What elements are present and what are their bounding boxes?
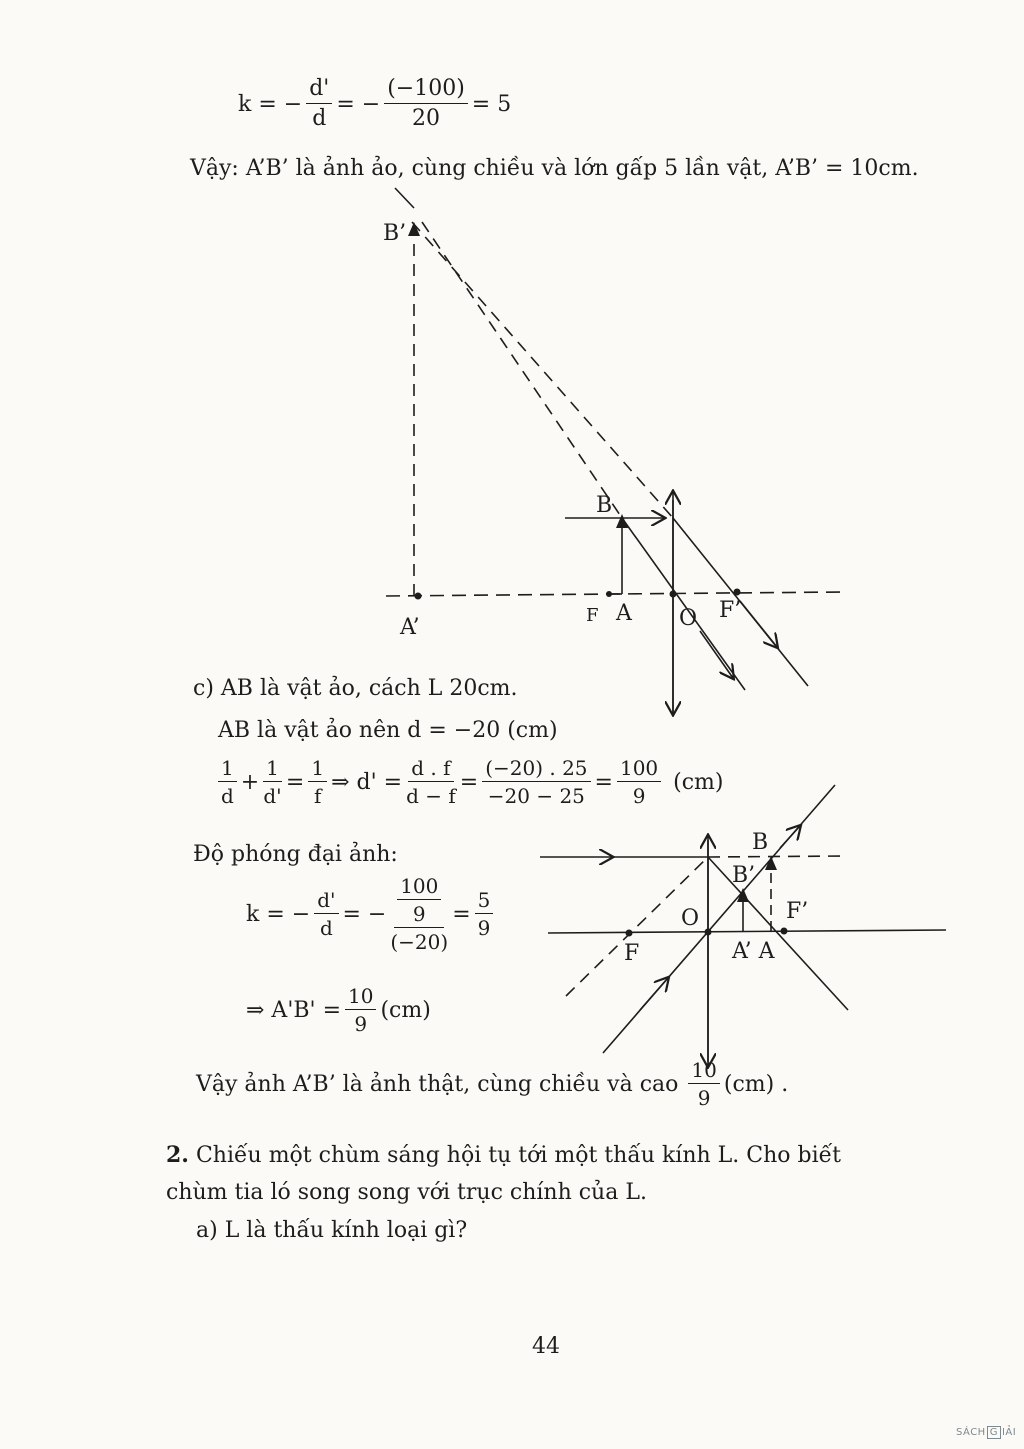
fraction-denominator: f (314, 784, 322, 808)
fraction-numerator: 100 (397, 876, 441, 900)
fraction-numerator: (−20) . 25 (482, 758, 590, 782)
fraction-denominator: d (220, 784, 234, 808)
eq-text: + (240, 769, 260, 795)
eq-text: (cm) (673, 769, 724, 795)
fraction-numerator: 10 (688, 1060, 719, 1084)
label-F-prime: F’ (719, 598, 742, 623)
fraction (475, 890, 494, 938)
problem-text: Chiếu một chùm sáng hội tụ tới một thấu kính L. Cho biết (188, 1143, 841, 1168)
fraction (314, 890, 338, 938)
inner-fraction (397, 876, 441, 924)
fraction (263, 758, 282, 806)
eq-text: = − (342, 901, 387, 927)
logo-text: SÁCH (956, 1427, 986, 1438)
fraction-numerator: 1 (308, 758, 327, 782)
fraction-denominator: 9 (632, 784, 646, 808)
label-B-2: B (752, 830, 769, 855)
label-O-2: O (681, 906, 700, 931)
eq-text: k = − (238, 91, 303, 117)
fraction-denominator: 9 (697, 1086, 711, 1110)
fraction-denominator: d' (263, 784, 282, 808)
fraction (218, 758, 237, 806)
fraction-numerator: (−100) (384, 78, 468, 104)
fraction (308, 758, 327, 806)
eq-text: = − (336, 91, 381, 117)
eq-text: (cm) . (723, 1071, 789, 1097)
label-F-2: F (624, 941, 640, 966)
eq-text: ⇒ d' = (331, 769, 403, 795)
logo-mark: G (987, 1426, 1001, 1439)
label-B-prime: B’ (383, 221, 407, 246)
fraction-denominator: d (312, 106, 327, 131)
fraction-denominator: 9 (354, 1012, 368, 1036)
equation-lens-formula (216, 758, 724, 806)
problem-2-part-a: a) L là thấu kính loại gì? (196, 1218, 468, 1243)
fraction-denominator: (−20) (390, 930, 449, 954)
fraction-numerator: d' (314, 890, 338, 914)
fraction-denominator: 9 (412, 902, 426, 926)
fraction-numerator (394, 876, 444, 928)
fraction (617, 758, 661, 806)
page-number: 44 (532, 1334, 560, 1359)
label-F-prime-2: F’ (786, 899, 809, 924)
eq-text: = (459, 769, 479, 795)
fraction-denominator: −20 − 25 (487, 784, 585, 808)
fraction-denominator: 20 (412, 106, 440, 131)
fraction (406, 758, 456, 806)
label-B: B (596, 493, 613, 518)
nested-fraction (390, 876, 448, 952)
label-A-prime: A’ (400, 615, 420, 640)
label-A: A (616, 601, 632, 626)
magnification-label: Độ phóng đại ảnh: (193, 842, 398, 867)
part-c-title: c) AB là vật ảo, cách L 20cm. (193, 676, 518, 701)
fraction-denominator: d (319, 916, 333, 940)
fraction-numerator: 5 (475, 890, 494, 914)
fraction-numerator: 1 (218, 758, 237, 782)
label-O: O (679, 606, 698, 631)
label-F: F (586, 605, 599, 626)
equation-magnification-c (246, 876, 495, 952)
eq-text: = (452, 901, 471, 927)
fraction (345, 986, 376, 1034)
eq-text: (cm) (380, 997, 431, 1023)
publisher-logo (956, 1426, 1016, 1439)
label-A-prime-A: A’ A (732, 939, 775, 964)
fraction-numerator: 100 (617, 758, 661, 782)
eq-text: = (285, 769, 305, 795)
part-c-line: AB là vật ảo nên d = −20 (cm) (218, 718, 558, 743)
problem-2-line-1 (166, 1142, 841, 1168)
eq-text: k = − (246, 901, 311, 927)
problem-2-line-2: chùm tia ló song song với trục chính của L. (166, 1180, 647, 1205)
conclusion-text: Vậy ảnh A’B’ là ảnh thật, cùng chiều và cao (196, 1071, 679, 1097)
principal-axis-2 (548, 930, 946, 933)
conclusion-c (196, 1060, 788, 1108)
eq-text: = (594, 769, 613, 795)
fraction-numerator: d . f (408, 758, 453, 782)
label-B-prime-2: B’ (732, 863, 756, 888)
fraction-numerator: d' (306, 78, 332, 104)
fraction (688, 1060, 719, 1108)
eq-text: ⇒ A'B' = (246, 997, 342, 1023)
conclusion-b: Vậy: A’B’ là ảnh ảo, cùng chiều và lớn gấp 5 lần vật, A’B’ = 10cm. (190, 156, 919, 181)
fraction-denominator: d − f (406, 784, 456, 808)
fraction-numerator: 10 (345, 986, 376, 1010)
logo-text: IẢI (1001, 1427, 1017, 1438)
fraction (482, 758, 590, 806)
eq-text: = 5 (471, 91, 512, 117)
fraction-denominator: 9 (477, 916, 491, 940)
fraction-numerator: 1 (263, 758, 282, 782)
equation-image-height (246, 986, 431, 1034)
problem-number: 2. (166, 1142, 189, 1168)
